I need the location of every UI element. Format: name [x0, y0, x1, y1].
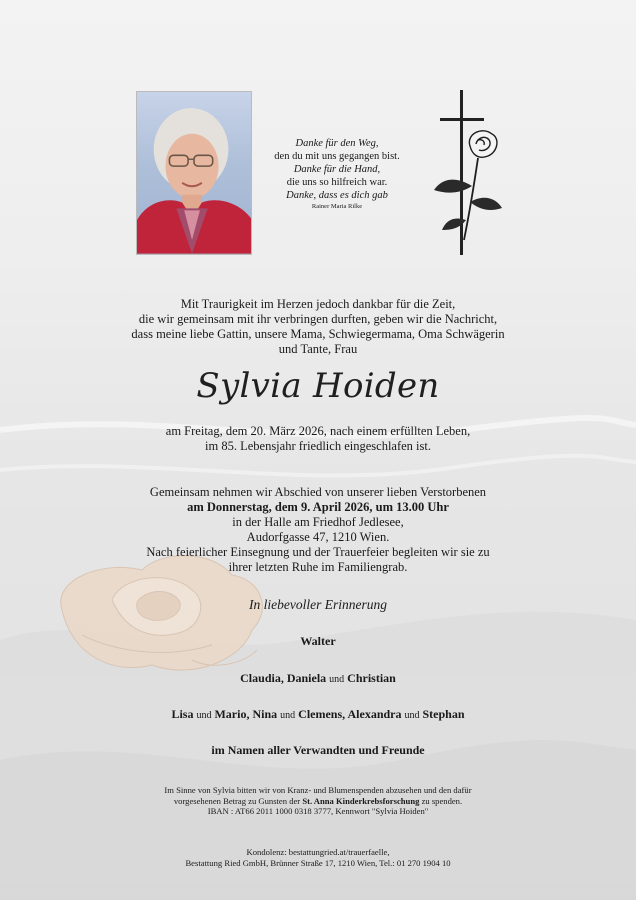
donation-text: zu spenden. — [421, 795, 463, 806]
portrait-photo — [136, 91, 252, 255]
deceased-name: Sylvia Hoiden — [196, 366, 440, 406]
family-row-2 — [0, 671, 636, 686]
footer-line: Kondolenz: bestattungried.at/trauerfaelle, — [246, 847, 390, 857]
family-name: Stephan — [422, 707, 465, 721]
family-row-3 — [0, 707, 636, 722]
intro-line: und Tante, Frau — [278, 342, 358, 356]
poem-line: Danke, dass es dich gab — [286, 190, 388, 201]
intro-line: Mit Traurigkeit im Herzen jedoch dankbar für die Zeit, — [180, 297, 456, 311]
footer-line: Bestattung Ried GmbH, Brünner Straße 17, 1210 Wien, Tel.: 01 270 1904 10 — [185, 857, 451, 868]
family-name: Lisa — [171, 707, 194, 721]
poem — [262, 137, 412, 212]
farewell-line: in der Halle am Friedhof Jedlesee, — [232, 515, 404, 529]
family-name: Clemens, Alexandra — [298, 707, 402, 721]
family-row-1 — [0, 634, 636, 649]
death-info — [0, 424, 636, 454]
intro-line: dass meine liebe Gattin, unsere Mama, Schwiegermama, Oma Schwägerin — [131, 327, 505, 341]
family-name: im Namen aller Verwandten und Freunde — [211, 743, 425, 757]
poem-line: die uns so hilfreich war. — [286, 177, 388, 188]
family-connector: und — [196, 710, 212, 721]
farewell-date: am Donnerstag, dem 9. April 2026, um 13.00 Uhr — [187, 500, 449, 514]
farewell-line: Audorfgasse 47, 1210 Wien. — [246, 530, 390, 544]
poem-line: den du mit uns gegangen bist. — [274, 151, 400, 162]
family-connector: und — [404, 710, 420, 721]
donation-note — [0, 785, 636, 817]
poem-line: Danke für den Weg, — [295, 138, 379, 149]
cross-with-rose-icon — [426, 90, 506, 255]
donation-charity: St. Anna Kinderkrebsforschung — [302, 795, 420, 806]
family-name: Claudia, Daniela — [240, 671, 327, 685]
intro-text — [0, 297, 636, 357]
memory-text: In liebevoller Erinnerung — [249, 597, 387, 612]
family-connector: und — [329, 674, 345, 685]
death-line: am Freitag, dem 20. März 2026, nach einem erfüllten Leben, — [165, 424, 471, 438]
poem-author: Rainer Maria Rilke — [311, 203, 363, 210]
family-row-4 — [0, 743, 636, 758]
farewell-info — [0, 485, 636, 575]
farewell-line: Gemeinsam nehmen wir Abschied von unserer lieben Verstorbenen — [149, 485, 487, 499]
farewell-line: ihrer letzten Ruhe im Familiengrab. — [228, 560, 408, 574]
family-name: Mario, Nina — [214, 707, 278, 721]
donation-text: vorgesehenen Betrag zu Gunsten der — [173, 795, 301, 806]
poem-line: Danke für die Hand, — [293, 164, 381, 175]
donation-iban: IBAN : AT66 2011 1000 0318 3777, Kennwort "Sylvia Hoiden" — [207, 806, 429, 816]
farewell-line: Nach feierlicher Einsegnung und der Trauerfeier begleiten wir sie zu — [146, 545, 490, 559]
portrait-image — [137, 92, 251, 254]
donation-line: Im Sinne von Sylvia bitten wir von Kranz- und Blumenspenden abzusehen und den dafür — [164, 785, 472, 795]
intro-line: die wir gemeinsam mit ihr verbringen durften, geben wir die Nachricht, — [138, 312, 498, 326]
donation-line — [0, 796, 636, 807]
family-connector: und — [280, 710, 296, 721]
family-name: Walter — [300, 634, 336, 648]
footer — [0, 847, 636, 868]
death-line: im 85. Lebensjahr friedlich eingeschlafen ist. — [205, 439, 431, 453]
family-name: Christian — [347, 671, 396, 685]
